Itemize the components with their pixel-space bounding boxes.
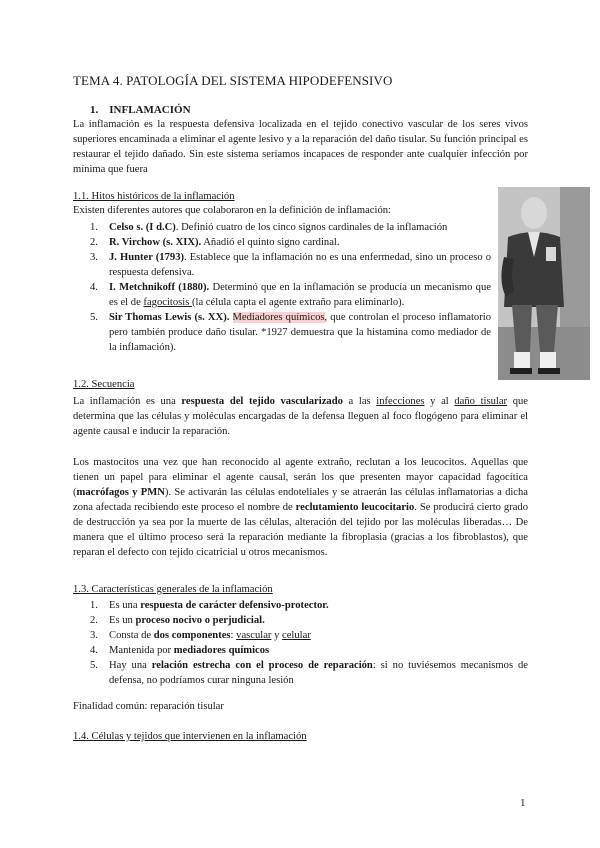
intro-paragraph: La inflamación es la respuesta defensiva localizada en el tejido conectivo vascular de los seres vivos superiores encaminada a eliminar el agente lesivo y a la reparación del daño tisular. Su función principal es restaurar el tejido dañado. Sin este sistema seríamos incapaces de responder ante cualquier infección por mínima que fuera: [73, 119, 528, 175]
list-item: 1. Celso s. (I d.C). Definió cuatro de los cinco signos cardinales de la inflamación: [90, 222, 448, 233]
hitos-list: [73, 220, 491, 355]
highlighted-text: Mediadores químicos: [232, 312, 325, 323]
caracteristicas-list: [73, 598, 528, 688]
subheading-caracteristicas: 1.3. Características generales de la inflamación: [73, 584, 273, 595]
list-item: 4. Mantenida por mediadores químicos: [90, 645, 270, 656]
portrait-photo: [498, 187, 590, 380]
list-item: 3. Consta de dos componentes: vascular y celular: [90, 630, 311, 641]
list-item: 4. I. Metchnikoff (1880). Determinó que en la inflamación se producía un mecanismo que es el de fagocitosis (la célula capta el agente extraño para eliminarlo).: [90, 282, 491, 308]
page-number: 1: [520, 797, 526, 809]
list-item: 3. J. Hunter (1793). Establece que la inflamación no es una enfermedad, sino un proceso o respuesta defensiva.: [90, 252, 491, 278]
list-item: 5. Hay una relación estrecha con el proceso de reparación: si no tuviésemos mecanismos de defensa, no podríamos curar ninguna lesión: [90, 660, 528, 686]
section-number: 1.: [90, 104, 99, 116]
list-item: 1. Es una respuesta de carácter defensivo-protector.: [90, 600, 329, 611]
secuencia-paragraph-1: La inflamación es una respuesta del tejido vascularizado a las infecciones y al daño tisular que determina que las células y moléculas encargadas de la defensa lleguen al foco flogógeno para eliminar el agente causal e inducir la reparación.: [73, 396, 529, 437]
section-title: INFLAMACIÓN: [109, 104, 191, 116]
subheading-secuencia: 1.2. Secuencia: [73, 379, 135, 390]
section-heading-inflamacion: [90, 104, 191, 116]
list-item: 5. Sir Thomas Lewis (s. XX). Mediadores químicos, que controlan el proceso inflamatorio pero también produce daño tisular. *1927 demuestra que la histamina como mediador de la inflamación).: [90, 312, 491, 353]
hitos-intro: Existen diferentes autores que colaboraron en la definición de inflamación:: [73, 205, 391, 216]
subheading-hitos: 1.1. Hitos históricos de la inflamación: [73, 191, 235, 202]
finalidad-text: Finalidad común: reparación tisular: [73, 701, 224, 712]
list-item: 2. R. Virchow (s. XIX). Añadió el quinto signo cardinal.: [90, 237, 340, 248]
list-item: 2. Es un proceso nocivo o perjudicial.: [90, 615, 265, 626]
secuencia-paragraph-2: Los mastocitos una vez que han reconocido al agente extraño, reclutan a los leucocitos. Aquellas que tienen un papel para eliminar el agente causal, serán los que presenten mayor capacidad fagocítica (macrófagos y PMN). Se activarán las células endoteliales y se atraerán las células inflamatorias a dicha zona afectada recibiendo este proceso el nombre de reclutamiento leucocitario. Se producirá cierto grado de destrucción ya sea por la muerte de las células, alteración del tejido por las moléculas liberadas… De manera que el último proceso será la reparación mediante la fibroplasia (gracias a los fibroblastos), que reparan el defecto con tejido cicatricial u otros mecanismos.: [73, 457, 529, 558]
page-title: TEMA 4. PATOLOGÍA DEL SISTEMA HIPODEFENSIVO: [73, 73, 393, 88]
subheading-celulas-tejidos: 1.4. Células y tejidos que intervienen en la inflamación: [73, 731, 307, 742]
